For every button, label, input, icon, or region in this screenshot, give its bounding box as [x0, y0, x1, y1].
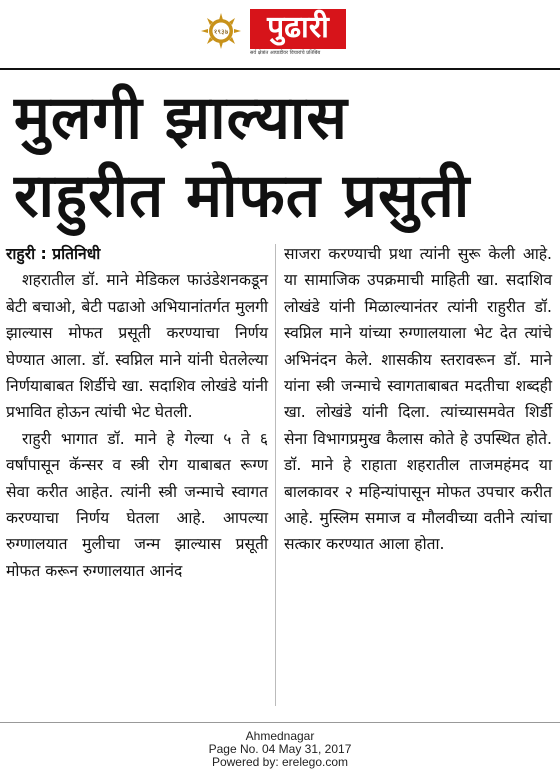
masthead-rule: [0, 68, 560, 70]
seal-year: १९३७: [213, 28, 229, 36]
paragraph-2: राहुरी भागात डॉ. माने हे गेल्या ५ ते ६ वर्षांपासून कॅन्सर व स्त्री रोग याबाबत रूग्ण सेवा करीत आहेत. त्यांनी स्त्री जन्माचे स्वागत करण्याचा निर्णय घेतला आहे. आपल्या रुग्णालयात मुलीचा जन्म झाल्यास प्रसूती मोफत करून रुग्णालयात आनंद: [6, 429, 268, 580]
logo-tagline: सर्व क्षेत्रांत आघाडीवर विचारांचे प्रतिबिंब: [250, 50, 321, 56]
footer-rule: [0, 722, 560, 723]
footer-page-info: Page No. 04 May 31, 2017: [208, 742, 352, 756]
footer-powered-by: Powered by: erelego.com: [211, 755, 349, 769]
masthead: [0, 0, 560, 60]
headline-line-1: मुलगी झाल्यास: [14, 83, 348, 153]
sunburst-seal-icon: [196, 12, 246, 50]
paragraph-1: शहरातील डॉ. माने मेडिकल फाउंडेशनकडून बेटी बचाओ, बेटी पढाओ अभियानांतर्गत मुलगी झाल्यास मोफत प्रसूती करण्याचा निर्णय घेण्यात आला. डॉ. स्वप्निल माने यांनी घेतलेल्या निर्णयाबाबत शिर्डीचे खा. सदाशिव लोखंडे यांनी प्रभावित होऊन त्यांची भेट घेतली.: [6, 271, 268, 422]
logo: [250, 9, 346, 49]
column-divider: [275, 244, 276, 706]
footer-edition: Ahmednagar: [245, 729, 315, 743]
headline-line-2: राहुरीत मोफत प्रसुती: [14, 161, 471, 231]
paragraph-3: साजरा करण्याची प्रथा त्यांनी सुरू केली आहे. या सामाजिक उपक्रमाची माहिती खा. सदाशिव लोखंडे यांनी मिळाल्यानंतर त्यांनी राहुरीत डॉ. स्वप्निल माने यांच्या रुग्णालयाला भेट देत त्यांचे अभिनंदन केले. शासकीय स्तरावरून डॉ. माने यांना स्त्री जन्माचे स्वागताबाबत मदतीचा शब्दही खा. लोखंडे यांनी दिला. त्यांच्यासमवेत शिर्डी सेना विभागप्रमुख कैलास कोते हे उपस्थित होते. डॉ. माने हे राहाता शहरातील ताजमहंमद या बालकावर २ महिन्यांपासून मोफत उपचार करीत आहे. मुस्लिम समाज व मौलवीच्या वतीने त्यांचा सत्कार करण्यात आला होता.: [284, 245, 552, 554]
article-column-right: [284, 241, 552, 558]
logo-text: पुढारी: [267, 10, 329, 45]
article-column-left: [6, 241, 268, 584]
dateline: राहुरी : प्रतिनिधी: [6, 245, 101, 263]
